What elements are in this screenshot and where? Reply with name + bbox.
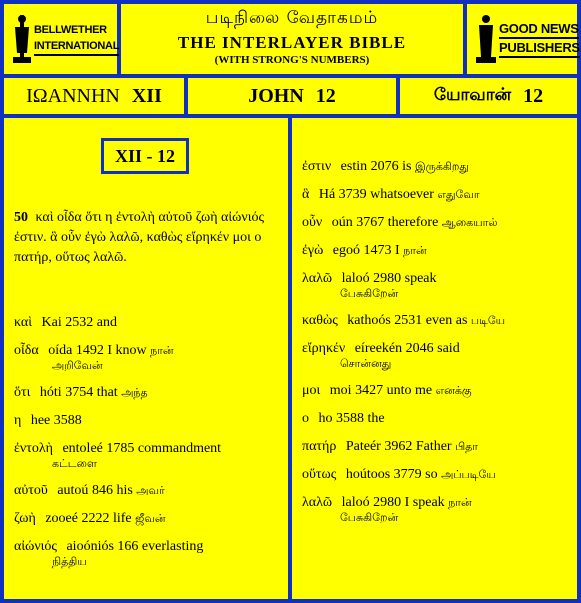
figure-group-icon — [475, 13, 497, 65]
right-word-list — [302, 158, 568, 536]
greek-word: ἃ — [302, 187, 310, 202]
tamil-gloss: எனக்கு — [435, 384, 472, 397]
strongs-number: 2532 — [65, 315, 94, 330]
greek-word: καθὼς — [302, 313, 338, 328]
logo-line-1: BELLWETHER — [34, 24, 107, 36]
book-greek — [4, 78, 184, 114]
greek-word: οὕτως — [302, 467, 337, 482]
word-entry — [302, 312, 568, 329]
english-gloss: speak — [404, 271, 437, 286]
word-entry — [14, 482, 280, 499]
tamil-gloss: ஜீவன் — [135, 512, 166, 525]
transliteration: hee — [30, 413, 51, 428]
tamil-gloss: நான் — [150, 344, 174, 357]
transliteration: estin — [340, 159, 368, 174]
transliteration: autoú — [57, 483, 89, 498]
transliteration: Há — [318, 187, 336, 202]
strongs-number: 2046 — [405, 341, 434, 356]
strongs-number: 3779 — [393, 467, 422, 482]
english-gloss: said — [437, 341, 460, 356]
tamil-gloss: அப்படியே — [441, 468, 496, 481]
word-entry — [302, 158, 568, 175]
right-column — [292, 118, 577, 599]
tamil-gloss: அவர் — [136, 484, 165, 497]
transliteration: hóti — [39, 385, 62, 400]
shepherd-figure-icon — [12, 13, 32, 65]
book-english-name: JOHN — [248, 84, 304, 107]
strongs-number: 1473 — [363, 243, 392, 258]
greek-word: αὐτοῦ — [14, 483, 48, 498]
strongs-number: 3588 — [53, 413, 82, 428]
greek-word: ὅτι — [14, 385, 31, 400]
strongs-number: 3754 — [65, 385, 94, 400]
english-gloss: and — [96, 315, 117, 330]
book-tamil-chapter: 12 — [523, 84, 544, 107]
transliteration: hoútoos — [345, 467, 391, 482]
transliteration: Kai — [41, 315, 62, 330]
english-gloss: life — [112, 511, 132, 526]
word-entry — [14, 440, 280, 471]
word-entry — [302, 186, 568, 203]
tamil-gloss: எதுவோ — [437, 188, 480, 201]
word-entry — [302, 242, 568, 259]
transliteration: laloó — [341, 495, 370, 510]
book-english — [188, 78, 396, 114]
book-english-chapter: 12 — [315, 84, 336, 107]
chapter-reference: XII - 12 — [101, 138, 189, 174]
strongs-number: 3962 — [384, 439, 413, 454]
greek-word: η — [14, 413, 22, 428]
english-gloss: I — [395, 243, 400, 258]
tamil-gloss: ஆகையால் — [441, 216, 498, 229]
greek-word: λαλῶ — [302, 495, 333, 510]
word-entry — [302, 494, 568, 525]
english-gloss: unto me — [386, 383, 433, 398]
book-tamil — [400, 78, 577, 114]
tamil-gloss: பிதா — [455, 440, 479, 453]
page-subtitle: (WITH STRONG'S NUMBERS) — [214, 54, 370, 66]
transliteration: oída — [48, 343, 73, 358]
tamil-gloss-wrapped: அறிவேன் — [52, 359, 103, 372]
tamil-gloss: நான் — [403, 244, 427, 257]
transliteration: ho — [318, 411, 333, 426]
word-entry — [14, 314, 280, 331]
english-gloss: I speak — [404, 495, 445, 510]
greek-word: ἐστιν — [302, 159, 332, 174]
english-gloss: the — [367, 411, 385, 426]
strongs-number: 166 — [117, 539, 139, 554]
strongs-number: 3588 — [336, 411, 364, 426]
word-entry — [302, 382, 568, 399]
transliteration: entoleé — [62, 441, 103, 456]
greek-word: οἶδα — [14, 343, 39, 358]
strongs-number: 2980 — [373, 271, 402, 286]
page-title: THE INTERLAYER BIBLE — [177, 33, 407, 52]
logo-line-1: GOOD NEWS — [499, 20, 579, 39]
greek-word: αἰώνιός — [14, 539, 57, 554]
strongs-number: 2222 — [81, 511, 110, 526]
word-entry — [14, 342, 280, 373]
greek-word: ο — [302, 411, 309, 426]
strongs-number: 3739 — [338, 187, 367, 202]
tamil-gloss-wrapped: நித்திய — [52, 555, 87, 568]
strongs-number: 3767 — [356, 215, 385, 230]
word-entry — [302, 270, 568, 301]
word-entry — [14, 538, 280, 569]
left-word-list — [14, 314, 280, 580]
strongs-number: 1492 — [75, 343, 104, 358]
tamil-gloss-wrapped: கட்டளை — [52, 457, 97, 470]
tamil-gloss-wrapped: பேசுகிறேன் — [340, 511, 399, 524]
english-gloss: that — [96, 385, 118, 400]
word-entry — [302, 410, 568, 427]
strongs-number: 2076 — [370, 159, 399, 174]
strongs-number: 3427 — [355, 383, 384, 398]
english-gloss: even as — [425, 313, 468, 328]
word-entry — [14, 384, 280, 401]
english-gloss: whatsoever — [370, 187, 434, 202]
transliteration: egoó — [332, 243, 360, 258]
transliteration: moi — [329, 383, 352, 398]
word-entry — [302, 214, 568, 231]
book-greek-name: ΙΩΑΝΝΗΝ — [26, 84, 120, 107]
strongs-number: 2980 — [373, 495, 402, 510]
greek-word: λαλῶ — [302, 271, 333, 286]
book-tamil-name: யோவான் — [433, 85, 512, 105]
greek-word: οὖν — [302, 215, 323, 230]
logo-line-2: INTERNATIONAL — [34, 38, 119, 56]
greek-word: καὶ — [14, 315, 33, 330]
greek-word: ἐγὼ — [302, 243, 324, 258]
english-gloss: therefore — [387, 215, 439, 230]
title-box — [121, 4, 463, 74]
tamil-gloss: இருக்கிறது — [414, 160, 469, 173]
bellwether-logo — [4, 4, 120, 74]
transliteration: laloó — [341, 271, 370, 286]
strongs-number: 1785 — [106, 441, 135, 456]
tamil-gloss: அந்த — [121, 386, 148, 399]
transliteration: oún — [331, 215, 353, 230]
tamil-gloss: படியே — [470, 314, 506, 327]
greek-word: ζωὴ — [14, 511, 36, 526]
tamil-gloss: நான் — [448, 496, 472, 509]
left-column — [4, 118, 288, 599]
transliteration: Pateér — [345, 439, 381, 454]
logo-line-2: PUBLISHERS — [499, 39, 580, 58]
word-entry — [302, 340, 568, 371]
english-gloss: his — [116, 483, 133, 498]
tamil-gloss-wrapped: பேசுகிறேன் — [340, 287, 399, 300]
transliteration: zooeé — [45, 511, 78, 526]
greek-word: πατήρ — [302, 439, 337, 454]
verse-number: 50 — [14, 210, 28, 225]
book-greek-chapter: XII — [131, 84, 162, 107]
good-news-logo — [467, 4, 580, 74]
greek-word: εἴρηκέν — [302, 341, 346, 356]
english-gloss: Father — [415, 439, 452, 454]
strongs-number: 2531 — [394, 313, 423, 328]
transliteration: kathoós — [347, 313, 391, 328]
english-gloss: so — [425, 467, 438, 482]
word-entry — [14, 412, 280, 429]
transliteration: aioóniós — [66, 539, 114, 554]
verse-text-block — [14, 208, 280, 268]
tamil-gloss-wrapped: சொன்னது — [340, 357, 392, 370]
strongs-number: 846 — [91, 483, 113, 498]
english-gloss: is — [402, 159, 412, 174]
english-gloss: everlasting — [141, 539, 204, 554]
title-tamil: படிநிலை வேதாகமம் — [205, 8, 379, 28]
english-gloss: I know — [107, 343, 147, 358]
greek-word: μοι — [302, 383, 321, 398]
verse-greek-text: καὶ οἶδα ὅτι η ἐντολὴ αὐτοῦ ζωὴ αἰώνιός ἐστιν. ἃ οὖν ἐγὼ λαλῶ, καθὼς εἴρηκέν μοι ο πατήρ, οὕτως λαλῶ. — [14, 210, 264, 265]
greek-word: ἐντολὴ — [14, 441, 53, 456]
word-entry — [14, 510, 280, 527]
word-entry — [302, 438, 568, 455]
english-gloss: commandment — [137, 441, 222, 456]
word-entry — [302, 466, 568, 483]
transliteration: eíreekén — [354, 341, 403, 356]
